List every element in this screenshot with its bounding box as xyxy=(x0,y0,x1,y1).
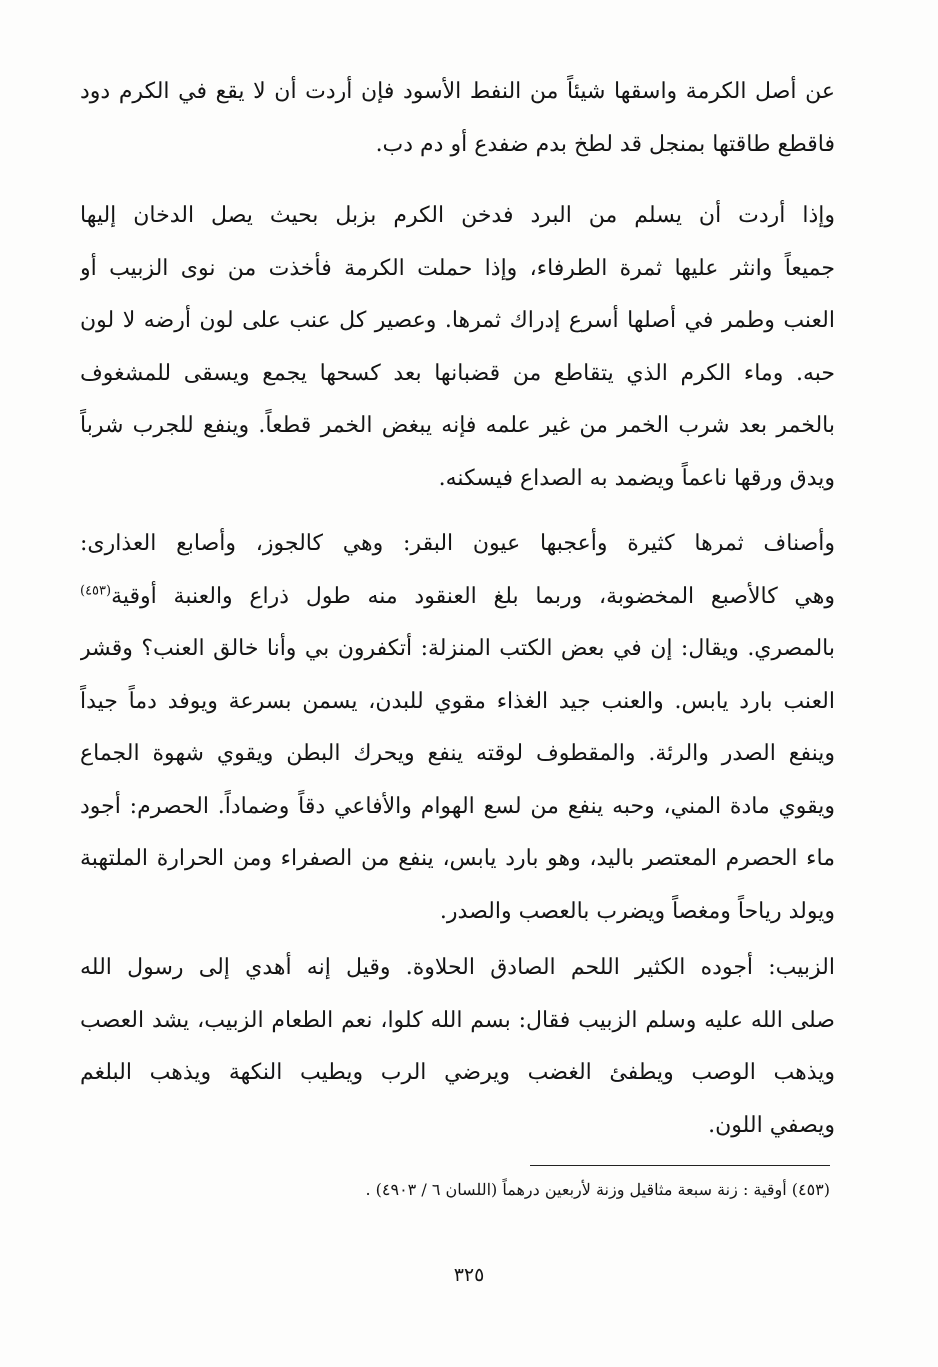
paragraph-4 xyxy=(80,942,835,1152)
text-line: ويدق ورقها ناعماً ويضمد به الصداع فيسكنه. xyxy=(438,465,835,491)
text-line: فاقطع طاقتها بمنجل قد لطخ بدم ضفدع أو دم دب. xyxy=(375,131,835,157)
text-line: وأصناف ثمرها كثيرة وأعجبها عيون البقر: وهي كالجوز، وأصابع العذارى: xyxy=(80,531,835,556)
text-line: بالخمر بعد شرب الخمر من غير علمه فإنه يبغض الخمر قطعاً. وينفع للجرب شرباً xyxy=(80,413,835,438)
text-line: الزبيب: أجوده الكثير اللحم الصادق الحلاوة. وقيل إنه أهدي إلى رسول الله xyxy=(80,955,835,980)
text-line: جميعاً وانثر عليها ثمرة الطرفاء، وإذا حملت الكرمة فأخذت من نوى الزبيب أو xyxy=(80,255,835,281)
text-line: عن أصل الكرمة واسقها شيئاً من النفط الأسود فإن أردت أن لا يقع في الكرم دود xyxy=(80,79,835,104)
footnote-marker[interactable]: (٤٥٣) xyxy=(80,583,112,599)
text-line: بالمصري. ويقال: إن في بعض الكتب المنزلة: أتكفرون بي وأنا خالق العنب؟ وقشر xyxy=(80,636,835,661)
footnote-divider xyxy=(530,1165,830,1166)
page-number: ٣٢٥ xyxy=(453,1264,485,1286)
text-line: صلى الله عليه وسلم الزبيب فقال: بسم الله كلوا، نعم الطعام الزبيب، يشد العصب xyxy=(80,1007,835,1033)
text-line: حبه. وماء الكرم الذي يتقاطع من قضبانها بعد كسحها يجمع ويسقى للمشغوف xyxy=(80,360,835,386)
text-line: ويقوي مادة المني، وحبه ينفع من لسع الهوام والأفاعي دقاً وضماداً. الحصرم: أجود xyxy=(80,793,835,819)
paragraph-3 xyxy=(80,518,835,938)
text-line: ويذهب الوصب ويطفئ الغضب ويرضي الرب ويطيب النكهة ويذهب البلغم xyxy=(80,1060,835,1085)
text-line-with-footnote xyxy=(80,571,835,624)
text-line-content: وهي كالأصبع المخضوبة، وربما بلغ العنقود منه طول ذراع والعنبة أوقية xyxy=(111,583,835,609)
text-line: ماء الحصرم المعتصر باليد، وهو بارد يابس، ينفع من الصفراء ومن الحرارة الملتهبة xyxy=(80,846,835,871)
text-line: العنب وطمر في أصلها أسرع إدراك ثمرها. وعصير كل عنب على لون أرضه لا لون xyxy=(80,308,835,333)
text-line: العنب بارد يابس. والعنب جيد الغذاء مقوي للبدن، يسمن بسرعة ويوفد دماً جيداً xyxy=(80,688,835,714)
text-line: ويصفي اللون. xyxy=(708,1112,835,1138)
text-line: ويولد رياحاً ومغصاً ويضرب بالعصب والصدر. xyxy=(439,898,835,924)
text-line: وينفع الصدر والرئة. والمقطوف لوقته ينفع ويحرك البطن ويقوي شهوة الجماع xyxy=(80,741,835,766)
footnote: (٤٥٣) أوقية : زنة سبعة مثاقيل وزنة لأربعين درهماً (اللسان ٦ / ٤٩٠٣) . xyxy=(365,1180,830,1199)
text-line: وإذا أردت أن يسلم من البرد فدخن الكرم بزبل بحيث يصل الدخان إليها xyxy=(80,203,835,228)
paragraph-1 xyxy=(80,66,835,171)
paragraph-2 xyxy=(80,190,835,505)
